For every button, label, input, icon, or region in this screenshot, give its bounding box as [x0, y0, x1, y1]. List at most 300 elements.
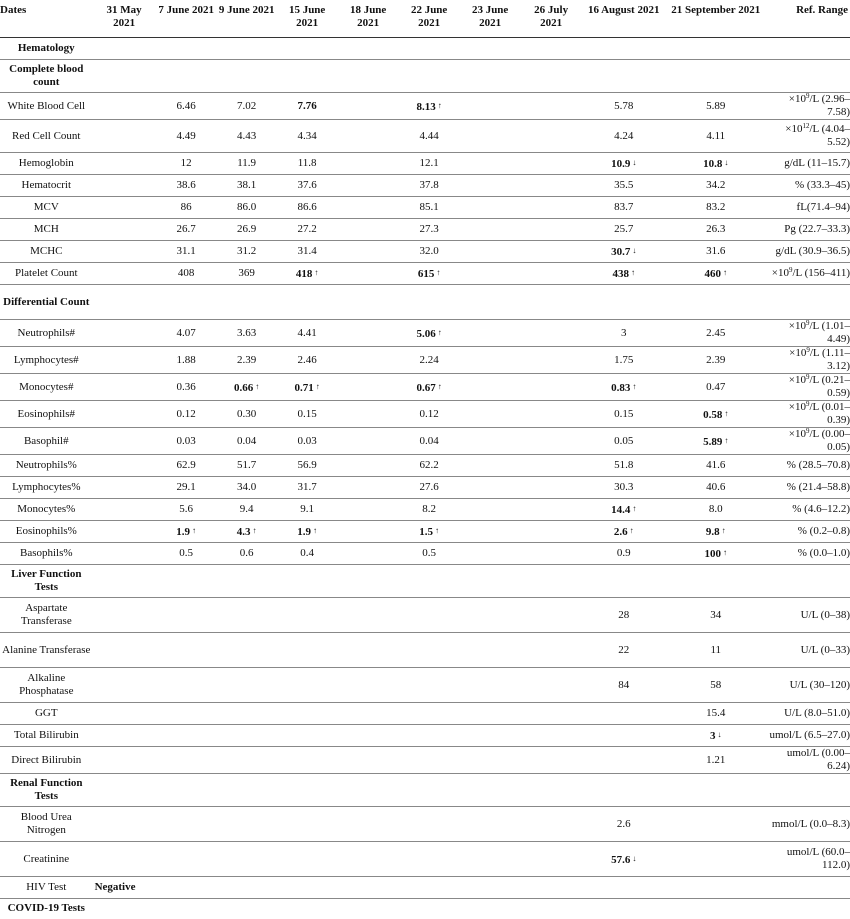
- table-row: [0, 725, 850, 747]
- result-cell: 0.58 ↑: [666, 401, 766, 428]
- ref-range-cell: % (21.4–58.8): [786, 481, 850, 493]
- result-cell: [399, 725, 460, 747]
- result-cell: 0.66 ↑: [217, 374, 277, 401]
- result-cell: 0.4: [300, 547, 314, 559]
- result-cell: [338, 477, 399, 499]
- date-column-header: 26 July 2021: [521, 0, 582, 38]
- ref-range-cell: $\times 10^{12}/L$ (4.04–5.52): [785, 122, 850, 148]
- dates-header: Dates: [0, 0, 93, 38]
- table-row: [0, 747, 850, 774]
- result-cell: 0.6: [239, 547, 254, 559]
- table-row: [0, 175, 850, 197]
- section-filler: [93, 774, 850, 807]
- result-cell: [156, 598, 217, 633]
- result-cell: 84: [618, 678, 630, 691]
- table-row: [0, 842, 850, 877]
- test-name: Platelet Count: [14, 267, 78, 279]
- ref-range-cell: $\times 10^9/L$ (0.21–0.59): [788, 373, 850, 399]
- result-cell: 8.13 ↑: [399, 93, 460, 120]
- result-cell: [460, 320, 521, 347]
- result-cell: [93, 374, 156, 401]
- result-cell: [521, 633, 582, 668]
- test-name: Eosinophils%: [15, 525, 77, 537]
- test-name: Basophil#: [23, 434, 69, 447]
- test-name: GGT: [34, 707, 58, 719]
- result-cell: [582, 725, 666, 747]
- result-cell: 1.9 ↑: [277, 521, 338, 543]
- result-cell: 26.9: [237, 223, 257, 235]
- result-cell: [460, 374, 521, 401]
- result-cell: [93, 842, 156, 877]
- result-cell: [338, 543, 399, 565]
- test-name: Blood Urea Nitrogen: [20, 811, 72, 836]
- result-cell: [521, 197, 582, 219]
- result-cell: [338, 153, 399, 175]
- result-cell: [217, 598, 277, 633]
- result-cell: [460, 263, 521, 285]
- result-cell: [338, 633, 399, 668]
- date-column-header: 21 September 2021: [666, 0, 766, 38]
- ref-range-cell: U/L (8.0–51.0): [784, 707, 850, 719]
- result-cell: 8.2: [422, 503, 436, 515]
- test-name: Lymphocytes%: [12, 481, 81, 493]
- result-cell: 0.9: [616, 547, 631, 559]
- result-cell: 0.30: [237, 407, 257, 420]
- result-cell: 86.6: [297, 201, 317, 213]
- result-cell: 0.71 ↑: [277, 374, 338, 401]
- result-cell: [277, 842, 338, 877]
- result-cell: 34: [710, 608, 722, 621]
- test-name: MCH: [33, 223, 59, 235]
- result-cell: 56.9: [297, 459, 317, 471]
- ref-range-cell: % (0.2–0.8): [797, 525, 850, 537]
- result-cell: [399, 842, 460, 877]
- section-header-row: [0, 774, 850, 807]
- result-cell: 37.8: [419, 179, 439, 191]
- date-column-header: 16 August 2021: [582, 0, 666, 38]
- result-cell: 0.03: [297, 434, 317, 447]
- result-cell: [521, 842, 582, 877]
- date-column-header: 9 June 2021: [217, 0, 277, 38]
- result-cell: 38.6: [176, 179, 196, 191]
- result-cell: [521, 598, 582, 633]
- result-cell: [338, 93, 399, 120]
- result-cell: 31.2: [237, 245, 257, 257]
- result-cell: [460, 175, 521, 197]
- table-row: [0, 401, 850, 428]
- result-cell: [156, 747, 217, 774]
- test-name: Basophils%: [20, 547, 73, 559]
- result-cell: [521, 499, 582, 521]
- table-row: [0, 521, 850, 543]
- table-row: [0, 455, 850, 477]
- result-cell: [338, 747, 399, 774]
- result-cell: [93, 197, 156, 219]
- table-row: [0, 477, 850, 499]
- result-cell: [460, 725, 521, 747]
- result-cell: 57.6 ↓: [582, 842, 666, 877]
- result-cell: 438 ↑: [582, 263, 666, 285]
- result-cell: [460, 153, 521, 175]
- result-cell: [521, 807, 582, 842]
- result-cell: 0.04: [419, 434, 439, 447]
- result-cell: [399, 633, 460, 668]
- result-cell: [521, 703, 582, 725]
- result-cell: [338, 175, 399, 197]
- result-cell: [338, 374, 399, 401]
- result-cell: 4.3 ↑: [217, 521, 277, 543]
- result-cell: 0.5: [422, 547, 436, 559]
- result-cell: [93, 703, 156, 725]
- result-cell: [582, 877, 666, 899]
- result-cell: [521, 455, 582, 477]
- test-name: Neutrophils#: [17, 326, 75, 339]
- result-cell: [156, 842, 217, 877]
- result-cell: [460, 499, 521, 521]
- result-cell: 2.45: [706, 326, 726, 339]
- result-cell: 34.0: [237, 481, 257, 493]
- result-cell: 3: [620, 326, 627, 339]
- result-cell: 32.0: [419, 245, 439, 257]
- result-cell: 11.9: [237, 157, 257, 169]
- ref-range-cell: % (28.5–70.8): [786, 459, 850, 471]
- result-cell: [521, 93, 582, 120]
- table-body: [0, 38, 850, 919]
- result-cell: 2.39: [706, 353, 726, 366]
- result-cell: [338, 725, 399, 747]
- result-cell: 22: [618, 643, 630, 656]
- result-cell: [338, 842, 399, 877]
- result-cell: 27.6: [419, 481, 439, 493]
- result-cell: Negative: [94, 881, 136, 893]
- test-name: Creatinine: [23, 852, 70, 865]
- result-cell: [460, 668, 521, 703]
- result-cell: 35.5: [614, 179, 634, 191]
- result-cell: [217, 725, 277, 747]
- result-cell: [93, 633, 156, 668]
- result-cell: 2.39: [237, 353, 257, 366]
- result-cell: [521, 521, 582, 543]
- date-column-header: 15 June 2021: [277, 0, 338, 38]
- result-cell: 0.15: [614, 407, 634, 420]
- test-name: Alkaline Phosphatase: [19, 672, 74, 697]
- result-cell: [338, 455, 399, 477]
- table-row: [0, 428, 850, 455]
- result-cell: 0.04: [237, 434, 257, 447]
- result-cell: 31.1: [176, 245, 196, 257]
- result-cell: [93, 543, 156, 565]
- result-cell: [521, 725, 582, 747]
- table-row: [0, 93, 850, 120]
- date-column-header: 31 May 2021: [93, 0, 156, 38]
- result-cell: 37.6: [297, 179, 317, 191]
- result-cell: [93, 521, 156, 543]
- result-cell: [217, 747, 277, 774]
- section-header-row: [0, 285, 850, 320]
- result-cell: 0.67 ↑: [399, 374, 460, 401]
- result-cell: 62.9: [176, 459, 196, 471]
- test-name: Aspartate Transferase: [20, 602, 72, 627]
- result-cell: 15.4: [706, 707, 726, 719]
- result-cell: [521, 747, 582, 774]
- result-cell: [93, 598, 156, 633]
- table-row: [0, 633, 850, 668]
- result-cell: [93, 455, 156, 477]
- result-cell: [277, 668, 338, 703]
- test-name: White Blood Cell: [7, 99, 86, 112]
- result-cell: [338, 499, 399, 521]
- result-cell: [666, 807, 766, 842]
- result-cell: 10.9 ↓: [582, 153, 666, 175]
- result-cell: [93, 175, 156, 197]
- result-cell: 28: [618, 608, 630, 621]
- result-cell: [460, 842, 521, 877]
- table-row: [0, 668, 850, 703]
- result-cell: 4.07: [176, 326, 196, 339]
- result-cell: [338, 263, 399, 285]
- ref-range-cell: % (33.3–45): [795, 179, 850, 191]
- result-cell: [93, 428, 156, 455]
- result-cell: [460, 93, 521, 120]
- result-cell: [277, 725, 338, 747]
- result-cell: 29.1: [176, 481, 196, 493]
- result-cell: 4.41: [297, 326, 317, 339]
- result-cell: [93, 241, 156, 263]
- result-cell: [460, 428, 521, 455]
- table-row: [0, 263, 850, 285]
- result-cell: 4.49: [176, 129, 196, 142]
- ref-range-cell: fL(71.4–94): [796, 201, 850, 213]
- result-cell: 369: [238, 267, 255, 279]
- result-cell: [338, 219, 399, 241]
- ref-range-cell: $\times 10^9/L$ (1.11–3.12): [789, 346, 850, 372]
- result-cell: 418 ↑: [277, 263, 338, 285]
- result-cell: [156, 877, 217, 899]
- result-cell: 5.06 ↑: [399, 320, 460, 347]
- result-cell: 11.8: [297, 157, 317, 169]
- ref-range-cell: % (0.0–1.0): [797, 547, 850, 559]
- result-cell: 0.83 ↑: [582, 374, 666, 401]
- ref-range-cell: U/L (0–33): [800, 643, 850, 656]
- ref-range-cell: U/L (30–120): [789, 678, 850, 691]
- ref-range-cell: g/dL (11–15.7): [784, 157, 850, 169]
- result-cell: 0.36: [176, 380, 196, 393]
- result-cell: [521, 401, 582, 428]
- test-name: Red Cell Count: [12, 129, 81, 142]
- result-cell: 2.46: [297, 353, 317, 366]
- table-row: [0, 543, 850, 565]
- result-cell: [338, 703, 399, 725]
- result-cell: 9.1: [300, 503, 314, 515]
- result-cell: [93, 347, 156, 374]
- table-row: [0, 703, 850, 725]
- result-cell: [93, 747, 156, 774]
- ref-range-cell: mmol/L (0.0–8.3): [771, 817, 850, 830]
- ref-range-cell: [766, 877, 850, 899]
- result-cell: 86.0: [237, 201, 257, 213]
- result-cell: [666, 877, 766, 899]
- result-cell: [399, 598, 460, 633]
- result-cell: [460, 807, 521, 842]
- result-cell: [338, 877, 399, 899]
- date-column-header: 18 June 2021: [338, 0, 399, 38]
- ref-range-cell: $\times 10^9/L$ (0.00–0.05): [788, 427, 850, 453]
- result-cell: [521, 320, 582, 347]
- result-cell: 86: [180, 201, 192, 213]
- result-cell: [156, 668, 217, 703]
- result-cell: [460, 747, 521, 774]
- result-cell: [582, 703, 666, 725]
- ref-range-cell: $\times 10^9/L$ (156–411): [771, 266, 850, 279]
- table-row: [0, 120, 850, 153]
- result-cell: 34.2: [706, 179, 726, 191]
- result-cell: 5.89: [706, 99, 726, 112]
- result-cell: [521, 374, 582, 401]
- result-cell: [277, 807, 338, 842]
- section-title: Complete blood count: [9, 63, 84, 88]
- result-cell: 4.24: [614, 129, 634, 142]
- ref-range-cell: umol/L (60.0–112.0): [786, 846, 850, 871]
- result-cell: 2.6: [616, 817, 631, 830]
- result-cell: [521, 120, 582, 153]
- result-cell: [521, 241, 582, 263]
- result-cell: [93, 499, 156, 521]
- result-cell: [521, 877, 582, 899]
- result-cell: [338, 668, 399, 703]
- result-cell: 12.1: [419, 157, 439, 169]
- ref-range-cell: umol/L (0.00–6.24): [786, 747, 850, 772]
- result-cell: [156, 725, 217, 747]
- ref-range-cell: $\times 10^9/L$ (2.96–7.58): [788, 92, 850, 118]
- test-name: Alanine Transferase: [2, 643, 91, 656]
- test-name: Hemoglobin: [18, 157, 74, 169]
- section-header-row: [0, 899, 850, 919]
- result-cell: [338, 428, 399, 455]
- result-cell: [93, 725, 156, 747]
- result-cell: 8.0: [708, 503, 723, 515]
- test-name: Hematocrit: [21, 179, 72, 191]
- result-cell: 0.5: [179, 547, 194, 559]
- result-cell: 40.6: [706, 481, 726, 493]
- section-title: Hematology: [17, 42, 75, 54]
- result-cell: [93, 219, 156, 241]
- result-cell: [460, 633, 521, 668]
- result-cell: 51.8: [614, 459, 634, 471]
- result-cell: 0.03: [176, 434, 196, 447]
- result-cell: [521, 175, 582, 197]
- result-cell: [460, 347, 521, 374]
- result-cell: [93, 320, 156, 347]
- table-row: [0, 153, 850, 175]
- result-cell: 31.7: [297, 481, 317, 493]
- result-cell: 83.2: [706, 201, 726, 213]
- result-cell: [399, 877, 460, 899]
- result-cell: 0.12: [419, 407, 439, 420]
- result-cell: [217, 877, 277, 899]
- result-cell: 31.4: [297, 245, 317, 257]
- result-cell: [460, 598, 521, 633]
- result-cell: [338, 241, 399, 263]
- result-cell: [521, 263, 582, 285]
- test-name: Neutrophils%: [15, 459, 77, 471]
- result-cell: 38.1: [237, 179, 257, 191]
- section-header-row: [0, 38, 850, 60]
- result-cell: 1.9 ↑: [156, 521, 217, 543]
- result-cell: 7.02: [237, 99, 257, 112]
- test-name: Lymphocytes#: [13, 353, 79, 366]
- table-row: [0, 241, 850, 263]
- test-name: MCV: [33, 201, 59, 213]
- test-name: Monocytes#: [19, 380, 74, 393]
- result-cell: 3 ↓: [666, 725, 766, 747]
- ref-range-cell: Pg (22.7–33.3): [784, 223, 850, 235]
- result-cell: [277, 703, 338, 725]
- result-cell: [338, 807, 399, 842]
- result-cell: 615 ↑: [399, 263, 460, 285]
- result-cell: [521, 543, 582, 565]
- result-cell: [338, 401, 399, 428]
- result-cell: [399, 807, 460, 842]
- result-cell: 27.2: [297, 223, 317, 235]
- result-cell: [460, 241, 521, 263]
- result-cell: [217, 668, 277, 703]
- test-name: Monocytes%: [17, 503, 76, 515]
- result-cell: 9.8 ↑: [666, 521, 766, 543]
- result-cell: 2.24: [419, 353, 439, 366]
- header-row: [0, 0, 850, 38]
- result-cell: [582, 747, 666, 774]
- test-name: HIV Test: [26, 881, 67, 893]
- section-title: Differential Count: [3, 295, 90, 308]
- result-cell: [156, 703, 217, 725]
- ref-range-cell: g/dL (30.9–36.5): [775, 245, 850, 257]
- section-title: Renal Function Tests: [10, 777, 83, 802]
- result-cell: [338, 347, 399, 374]
- result-cell: 62.2: [419, 459, 439, 471]
- result-cell: [460, 197, 521, 219]
- result-cell: [93, 807, 156, 842]
- date-column-header: 22 June 2021: [399, 0, 460, 38]
- result-cell: 26.7: [176, 223, 196, 235]
- result-cell: [460, 877, 521, 899]
- result-cell: 0.47: [706, 380, 726, 393]
- result-cell: 3.63: [237, 326, 257, 339]
- result-cell: 0.05: [614, 434, 634, 447]
- section-filler: [93, 60, 850, 93]
- table-row: [0, 807, 850, 842]
- result-cell: [217, 807, 277, 842]
- result-cell: [521, 477, 582, 499]
- result-cell: [93, 477, 156, 499]
- table-row: [0, 320, 850, 347]
- result-cell: [93, 153, 156, 175]
- test-name: Total Bilirubin: [13, 729, 79, 741]
- result-cell: [399, 703, 460, 725]
- result-cell: 4.11: [706, 129, 726, 142]
- result-cell: 5.78: [614, 99, 634, 112]
- result-cell: [338, 598, 399, 633]
- result-cell: [399, 747, 460, 774]
- result-cell: [156, 633, 217, 668]
- result-cell: [666, 842, 766, 877]
- result-cell: [399, 668, 460, 703]
- table-row: [0, 877, 850, 899]
- section-header-row: [0, 565, 850, 598]
- result-cell: 10.8 ↓: [666, 153, 766, 175]
- result-cell: 408: [177, 267, 195, 279]
- result-cell: 1.88: [176, 353, 196, 366]
- table-row: [0, 347, 850, 374]
